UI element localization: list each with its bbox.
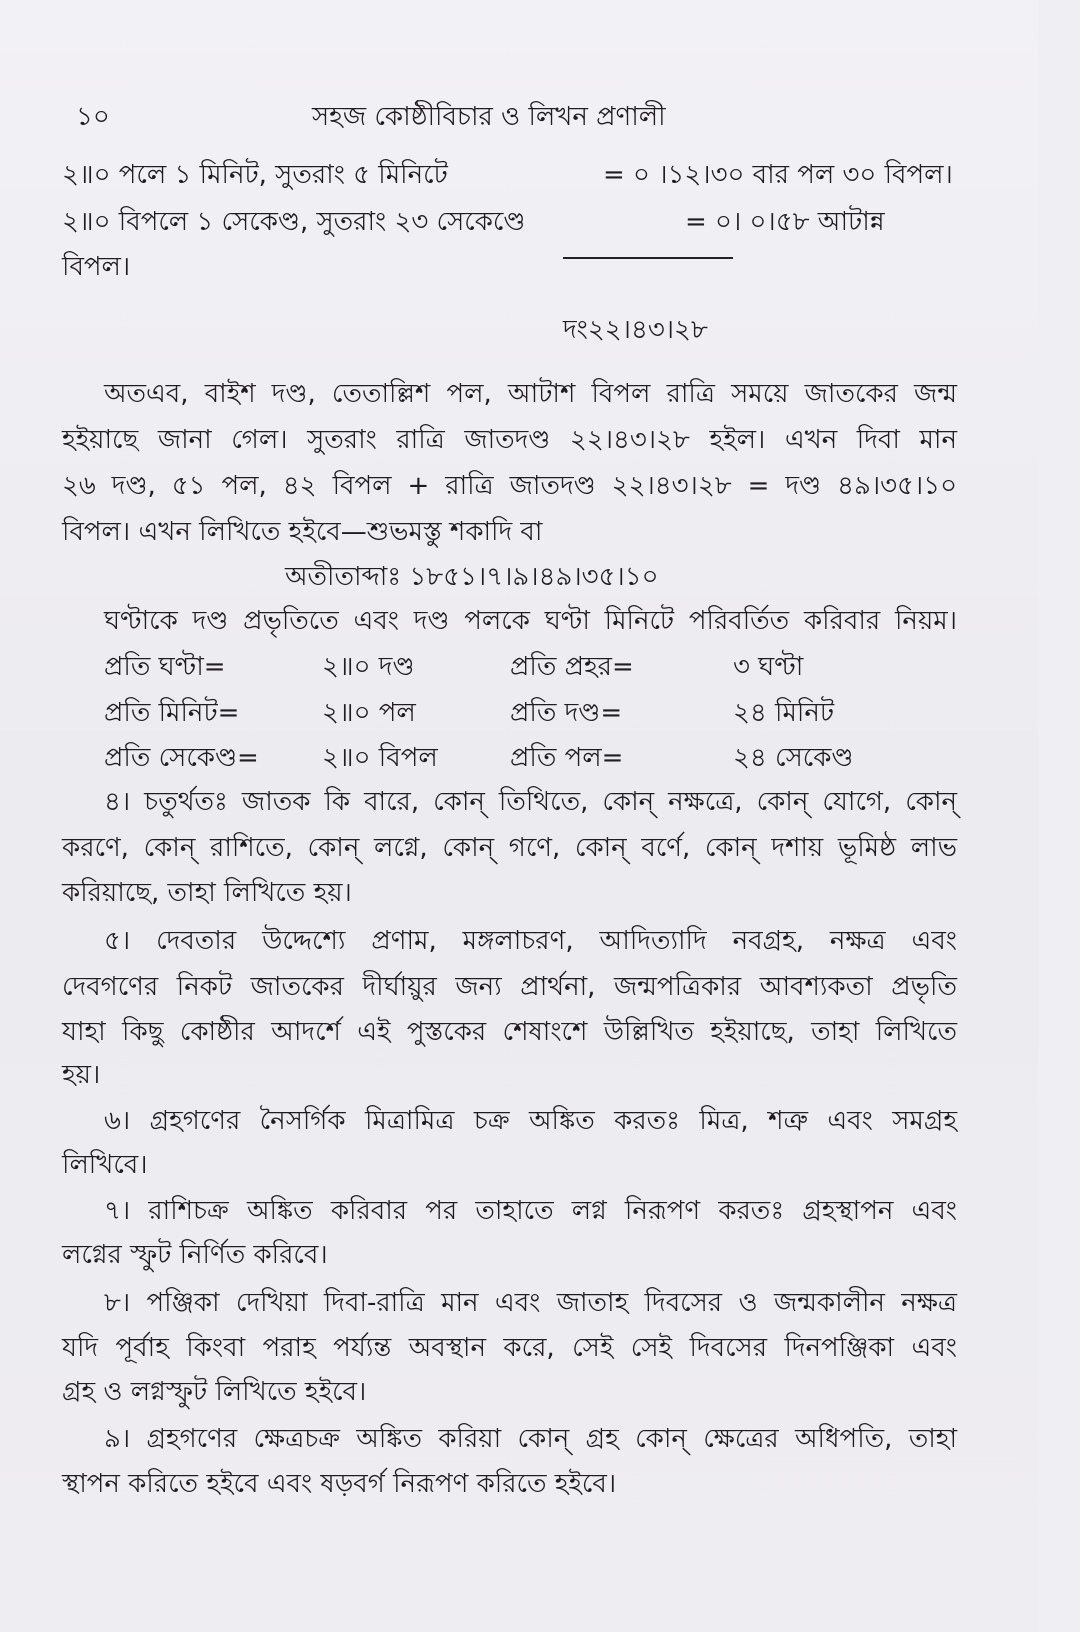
result-line-1: অতএব, বাইশ দণ্ড, তেতাল্লিশ পল, আটাশ বিপল রাত্রি সময়ে জাতকের জন্ম: [104, 379, 957, 409]
item-line: হয়।: [62, 1060, 101, 1090]
running-title: সহজ কোষ্ঠীবিচার ও লিখন প্রণালী: [312, 102, 666, 132]
conversion-value: ৩ ঘণ্টা: [733, 652, 804, 682]
conversion-value: ২॥০ দণ্ড: [322, 652, 415, 682]
item-line: স্থাপন করিতে হইবে এবং ষড়বর্গ নিরূপণ করিতে হইবে।: [62, 1469, 617, 1499]
sum-rule: [563, 257, 733, 259]
item-line: ৭। রাশিচক্র অঙ্কিত করিবার পর তাহাতে লগ্ন নিরূপণ করতঃ গ্রহস্থাপন এবং: [104, 1196, 957, 1226]
result-line-3: ২৬ দণ্ড, ৫১ পল, ৪২ বিপল + রাত্রি জাতদণ্ড ২২।৪৩।২৮ = দণ্ড ৪৯।৩৫।১০: [62, 471, 957, 501]
conversion-value: ২॥০ পল: [322, 698, 416, 728]
item-line: গ্রহ ও লগ্নস্ফুট লিখিতে হইবে।: [62, 1377, 367, 1407]
conversion-label: প্রতি সেকেণ্ড=: [104, 743, 259, 773]
item-line: যদি পূর্বাহ কিংবা পরাহ পর্য্যন্ত অবস্থান করে, সেই সেই দিবসের দিনপঞ্জিকা এবং: [62, 1333, 957, 1363]
calc-total: দং২২।৪৩।২৮: [563, 315, 708, 345]
conversion-value: ২৪ মিনিট: [733, 698, 835, 728]
item-line: ৪। চতুর্থতঃ জাতক কি বারে, কোন্ তিথিতে, কোন্ নক্ষত্রে, কোন্ যোগে, কোন্: [104, 787, 957, 817]
calc-line-1-left: ২॥০ পলে ১ মিনিট, সুতরাং ৫ মিনিটে: [62, 160, 448, 190]
conversion-value: ২৪ সেকেণ্ড: [733, 743, 854, 773]
item-line: ৫। দেবতার উদ্দেশ্যে প্রণাম, মঙ্গলাচরণ, আদিত্যাদি নবগ্রহ, নক্ষত্র এবং: [104, 926, 957, 956]
item-line: যাহা কিছু কোষ্ঠীর আদর্শে এই পুস্তকের শেষাংশে উল্লিখিত হইয়াছে, তাহা লিখিতে: [62, 1017, 957, 1047]
item-line: ৬। গ্রহগণের নৈসর্গিক মিত্রামিত্র চক্র অঙ্কিত করতঃ মিত্র, শত্রু এবং সমগ্রহ: [104, 1106, 957, 1136]
conversion-value: ২॥০ বিপল: [322, 743, 438, 773]
calc-line-3: বিপল।: [62, 252, 131, 282]
calc-line-2-left: ২॥০ বিপলে ১ সেকেণ্ড, সুতরাং ২৩ সেকেণ্ডে: [62, 207, 526, 237]
result-line-2: হইয়াছে জানা গেল। সুতরাং রাত্রি জাতদণ্ড ২২।৪৩।২৮ হইল। এখন দিবা মান: [62, 425, 957, 455]
result-line-4: বিপল। এখন লিখিতে হইবে—শুভমস্তু শকাদি বা: [62, 517, 543, 547]
item-line: করণে, কোন্ রাশিতে, কোন্ লগ্নে, কোন্ গণে, কোন্ বর্ণে, কোন্ দশায় ভূমিষ্ঠ লাভ: [62, 833, 957, 863]
item-line: ৮। পঞ্জিকা দেখিয়া দিবা-রাত্রি মান এবং জাতাহ দিবসের ও জন্মকালীন নক্ষত্র: [104, 1288, 957, 1318]
calc-line-2-right: = ০। ০।৫৮ আটান্ন: [685, 207, 885, 237]
conversion-label: প্রতি পল=: [510, 743, 624, 773]
conversion-label: প্রতি প্রহর=: [510, 652, 634, 682]
conversion-label: প্রতি মিনিট=: [104, 698, 240, 728]
item-line: লগ্নের স্ফুট নির্ণিত করিবে।: [62, 1240, 328, 1270]
calc-line-1-right: = ০ ।১২।৩০ বার পল ৩০ বিপল।: [603, 160, 953, 190]
conversion-label: প্রতি দণ্ড=: [510, 698, 623, 728]
atitabda-line: অতীতাব্দাঃ ১৮৫১।৭।৯।৪৯।৩৫।১০: [285, 562, 659, 592]
item-line: ৯। গ্রহগণের ক্ষেত্রচক্র অঙ্কিত করিয়া কোন্ গ্রহ কোন্ ক্ষেত্রের অধিপতি, তাহা: [104, 1424, 957, 1454]
conversion-label: প্রতি ঘণ্টা=: [104, 652, 226, 682]
page-number: ১০: [76, 102, 110, 132]
item-line: দেবগণের নিকট জাতকের দীর্ঘায়ুর জন্য প্রার্থনা, জন্মপত্রিকার আবশ্যকতা প্রভৃতি: [62, 972, 957, 1002]
conversion-heading: ঘণ্টাকে দণ্ড প্রভৃতিতে এবং দণ্ড পলকে ঘণ্টা মিনিটে পরিবর্তিত করিবার নিয়ম।: [104, 606, 957, 636]
item-line: লিখিবে।: [62, 1150, 148, 1180]
item-line: করিয়াছে, তাহা লিখিতে হয়।: [62, 878, 352, 908]
calc-line-1: [62, 158, 448, 192]
page-header: [62, 96, 962, 136]
calc-line-2: [62, 205, 525, 239]
